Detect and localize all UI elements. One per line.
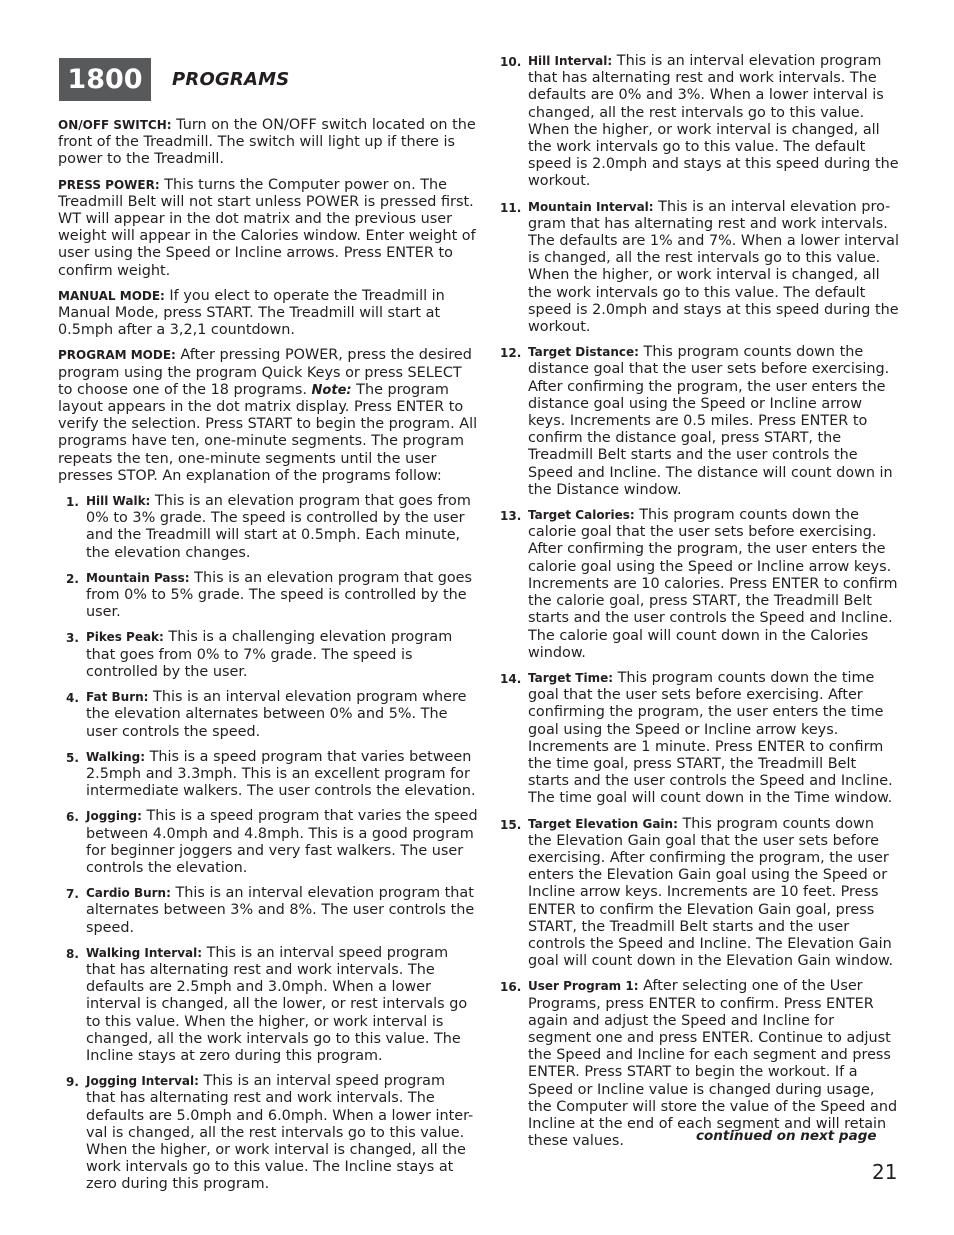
program-item bbox=[500, 344, 900, 499]
item-number: 2. bbox=[66, 571, 79, 586]
item-text: This is an interval elevation program where the elevation alternates between 0% and 5%. The user controls the speed. bbox=[86, 689, 467, 740]
item-body bbox=[86, 493, 478, 562]
left-column bbox=[58, 117, 478, 1202]
paragraph-text: This turns the Computer power on. The Treadmill Belt will not start unless POWER is pressed first. WT will appear in the dot matrix and the previous user weight will appear in the Calories window. Enter weight of user using the Speed or Incline arrows. Press ENTER to confirm weight. bbox=[58, 176, 476, 279]
item-number: 14. bbox=[500, 671, 522, 686]
item-label: Jogging Interval: bbox=[86, 1074, 199, 1089]
item-label: Walking: bbox=[86, 749, 146, 764]
program-item bbox=[500, 978, 900, 1150]
item-label: Cardio Burn: bbox=[86, 886, 171, 901]
item-number: 4. bbox=[66, 691, 79, 706]
paragraph-label: ON/OFF SWITCH: bbox=[58, 118, 172, 132]
program-item bbox=[58, 629, 478, 681]
program-item bbox=[500, 670, 900, 808]
item-label: Target Time: bbox=[528, 670, 614, 685]
item-text: After selecting one of the User Programs, press ENTER to confirm. Press ENTER again and adjust the Speed and Incline for segment one and press ENTER. Continue to adjust the Speed and Incline for each segment and press ENTER. Press START to begin the workout. If a Speed or Incline value is changed during usage, the Computer will store the value of the Speed and Incline at the end of each segment and will retain these values. bbox=[528, 978, 898, 1150]
note-label: Note: bbox=[311, 382, 352, 398]
item-text: This is an interval elevation program that alternates between 3% and 8%. The user controls the speed. bbox=[86, 885, 475, 936]
item-number: 12. bbox=[500, 346, 522, 361]
paragraph-label: PROGRAM MODE: bbox=[58, 348, 176, 363]
item-body bbox=[86, 808, 478, 877]
item-text: This is a speed program that varies between 2.5mph and 3.3mph. This is an excellent program for intermediate walkers. The user controls the elevation. bbox=[86, 748, 476, 800]
paragraph-text: After pressing POWER, press the desired program using the program Quick Keys or press SELECT to choose one of the 18 programs. bbox=[58, 347, 472, 398]
program-item bbox=[58, 945, 478, 1065]
item-body bbox=[528, 978, 900, 1150]
item-number: 13. bbox=[500, 509, 522, 524]
item-body bbox=[528, 507, 900, 662]
item-body bbox=[528, 199, 900, 337]
item-body bbox=[528, 670, 900, 808]
program-mode-paragraph bbox=[58, 347, 478, 485]
item-text: This is an elevation program that goes from 0% to 3% grade. The speed is controlled by the user and the Treadmill will start at 0.5mph. Each minute, the elevation changes. bbox=[86, 493, 471, 561]
paragraph-text: The program layout appears in the dot matrix display. Press ENTER to verify the selection. Press START to begin the program. All programs have ten, one-minute segments. The program repeats the ten, one-minute segments until the user presses STOP. An explanation of the programs follow: bbox=[58, 381, 478, 484]
right-column bbox=[500, 53, 900, 1158]
item-text: This is an interval speed program that has alternating rest and work intervals. The defaults are 5.0mph and 6.0mph. When a lower inter-val is changed, all the rest intervals go to this value. When the higher, or work interval is changed, all the work intervals go to this value. The Incline stays at zero during this program. bbox=[86, 1073, 474, 1193]
paragraph-text: Turn on the ON/OFF switch located on the front of the Treadmill. The switch will light up if there is power to the Treadmill. bbox=[58, 117, 476, 168]
item-number: 8. bbox=[66, 946, 79, 961]
page-number: 21 bbox=[872, 1160, 898, 1184]
program-item bbox=[500, 199, 900, 337]
program-item bbox=[58, 1073, 478, 1193]
item-number: 10. bbox=[500, 55, 522, 69]
item-text: This is an interval speed program that has alternating rest and work intervals. The defaults are 2.5mph and 3.0mph. When a lower interval is changed, all the lower, or rest intervals go to this value. When the higher, or work interval is changed, all the work intervals go to this value. The Incline stays at zero during this program. bbox=[86, 944, 468, 1064]
item-text: This program counts down the Elevation Gain goal that the user sets before exercising. After confirming the program, the user enters the Elevation Gain goal using the Speed or Incline arrow keys. Increments are 10 feet. Press ENTER to confirm the Elevation Gain goal, press START, the Treadmill Belt starts and the user controls the Speed and Incline. The Elevation Gain goal will count down in the Elevation Gain window. bbox=[528, 815, 894, 970]
paragraph-text: If you elect to operate the Treadmill in Manual Mode, press START. The Treadmill will start at 0.5mph after a 3,2,1 countdown. bbox=[58, 287, 445, 339]
program-item bbox=[500, 53, 900, 191]
item-label: User Program 1: bbox=[528, 979, 639, 994]
item-number: 5. bbox=[66, 750, 79, 765]
item-number: 16. bbox=[500, 980, 522, 995]
item-number: 6. bbox=[66, 810, 79, 825]
item-text: This program counts down the time goal that the user sets before exercising. After confirming the program, the user enters the time goal using the Speed or Incline arrow keys. Increments are 1 minute. Press ENTER to confirm the time goal, press START, the Treadmill Belt starts and the user controls the Speed and Incline. The time goal will count down in the Time window. bbox=[528, 669, 893, 807]
item-number: 15. bbox=[500, 817, 522, 832]
paragraph-label: PRESS POWER: bbox=[58, 177, 160, 192]
item-label: Mountain Pass: bbox=[86, 570, 190, 585]
item-text: This is a speed program that varies the speed between 4.0mph and 4.8mph. This is a good program for beginner joggers and very fast walkers. The user controls the elevation. bbox=[86, 808, 478, 876]
intro-paragraph bbox=[58, 117, 478, 169]
item-text: This program counts down the calorie goal that the user sets before exercising. After confirming the program, the user enters the calorie goal using the Speed or Incline arrow keys. Increments are 10 calories. Press ENTER to confirm the calorie goal, press START, the Treadmill Belt starts and the user controls the Speed and Incline. The calorie goal will count down in the Calories window. bbox=[528, 507, 898, 661]
item-label: Hill Walk: bbox=[86, 494, 151, 509]
item-label: Target Elevation Gain: bbox=[528, 816, 678, 831]
item-label: Target Distance: bbox=[528, 345, 639, 360]
program-item bbox=[58, 689, 478, 741]
item-text: This is an elevation program that goes from 0% to 5% grade. The speed is controlled by the user. bbox=[86, 569, 473, 621]
item-body bbox=[528, 53, 900, 191]
section-heading: PROGRAMS bbox=[172, 69, 290, 90]
intro-paragraph bbox=[58, 288, 478, 340]
program-item bbox=[500, 816, 900, 971]
item-number: 7. bbox=[66, 887, 79, 902]
item-body bbox=[528, 816, 900, 971]
paragraph-label: MANUAL MODE: bbox=[58, 288, 165, 303]
item-number: 1. bbox=[66, 495, 79, 510]
item-text: This is an interval elevation pro-gram that has alternating rest and work intervals. The defaults are 1% and 7%. When a lower interval is changed, all the rest intervals go to this value. When the higher, or work interval is changed, all the work intervals go to this value. The default speed is 2.0mph and stays at this speed during the workout. bbox=[528, 198, 899, 336]
program-item bbox=[58, 808, 478, 877]
program-item bbox=[500, 507, 900, 662]
continued-note: continued on next page bbox=[696, 1128, 877, 1144]
item-body bbox=[86, 749, 478, 801]
program-item bbox=[58, 493, 478, 562]
item-label: Walking Interval: bbox=[86, 945, 203, 960]
item-body bbox=[86, 629, 478, 681]
item-body bbox=[86, 689, 478, 741]
item-label: Fat Burn: bbox=[86, 690, 149, 705]
item-body bbox=[86, 570, 478, 622]
item-label: Hill Interval: bbox=[528, 54, 613, 68]
item-body bbox=[86, 885, 478, 937]
item-body bbox=[86, 1073, 478, 1193]
intro-paragraph bbox=[58, 177, 478, 280]
item-text: This is a challenging elevation program that goes from 0% to 7% grade. The speed is controlled by the user. bbox=[86, 629, 453, 680]
item-label: Mountain Interval: bbox=[528, 199, 654, 214]
item-number: 3. bbox=[66, 631, 79, 646]
item-body bbox=[528, 344, 900, 499]
program-item bbox=[58, 885, 478, 937]
item-text: This program counts down the distance goal that the user sets before exercising. After confirming the program, the user enters the distance goal using the Speed or Incline arrow keys. Increments are 0.5 miles. Press ENTER to confirm the distance goal, press START, the Treadmill Belt starts and the user controls the Speed and Incline. The distance will count down in the Distance window. bbox=[528, 344, 893, 498]
item-label: Target Calories: bbox=[528, 508, 635, 523]
program-item bbox=[58, 749, 478, 801]
model-badge: 1800 bbox=[59, 58, 151, 101]
item-text: This is an interval elevation program that has alternating rest and work intervals. The defaults are 0% and 3%. When a lower interval is changed, all the rest intervals go to this value. When the higher, or work interval is changed, all the work intervals go to this value. The default speed is 2.0mph and stays at this speed during the workout. bbox=[528, 53, 899, 190]
item-label: Pikes Peak: bbox=[86, 630, 164, 645]
item-body bbox=[86, 945, 478, 1065]
item-number: 11. bbox=[500, 200, 522, 215]
item-label: Jogging: bbox=[86, 809, 142, 824]
item-number: 9. bbox=[66, 1075, 79, 1090]
program-item bbox=[58, 570, 478, 622]
